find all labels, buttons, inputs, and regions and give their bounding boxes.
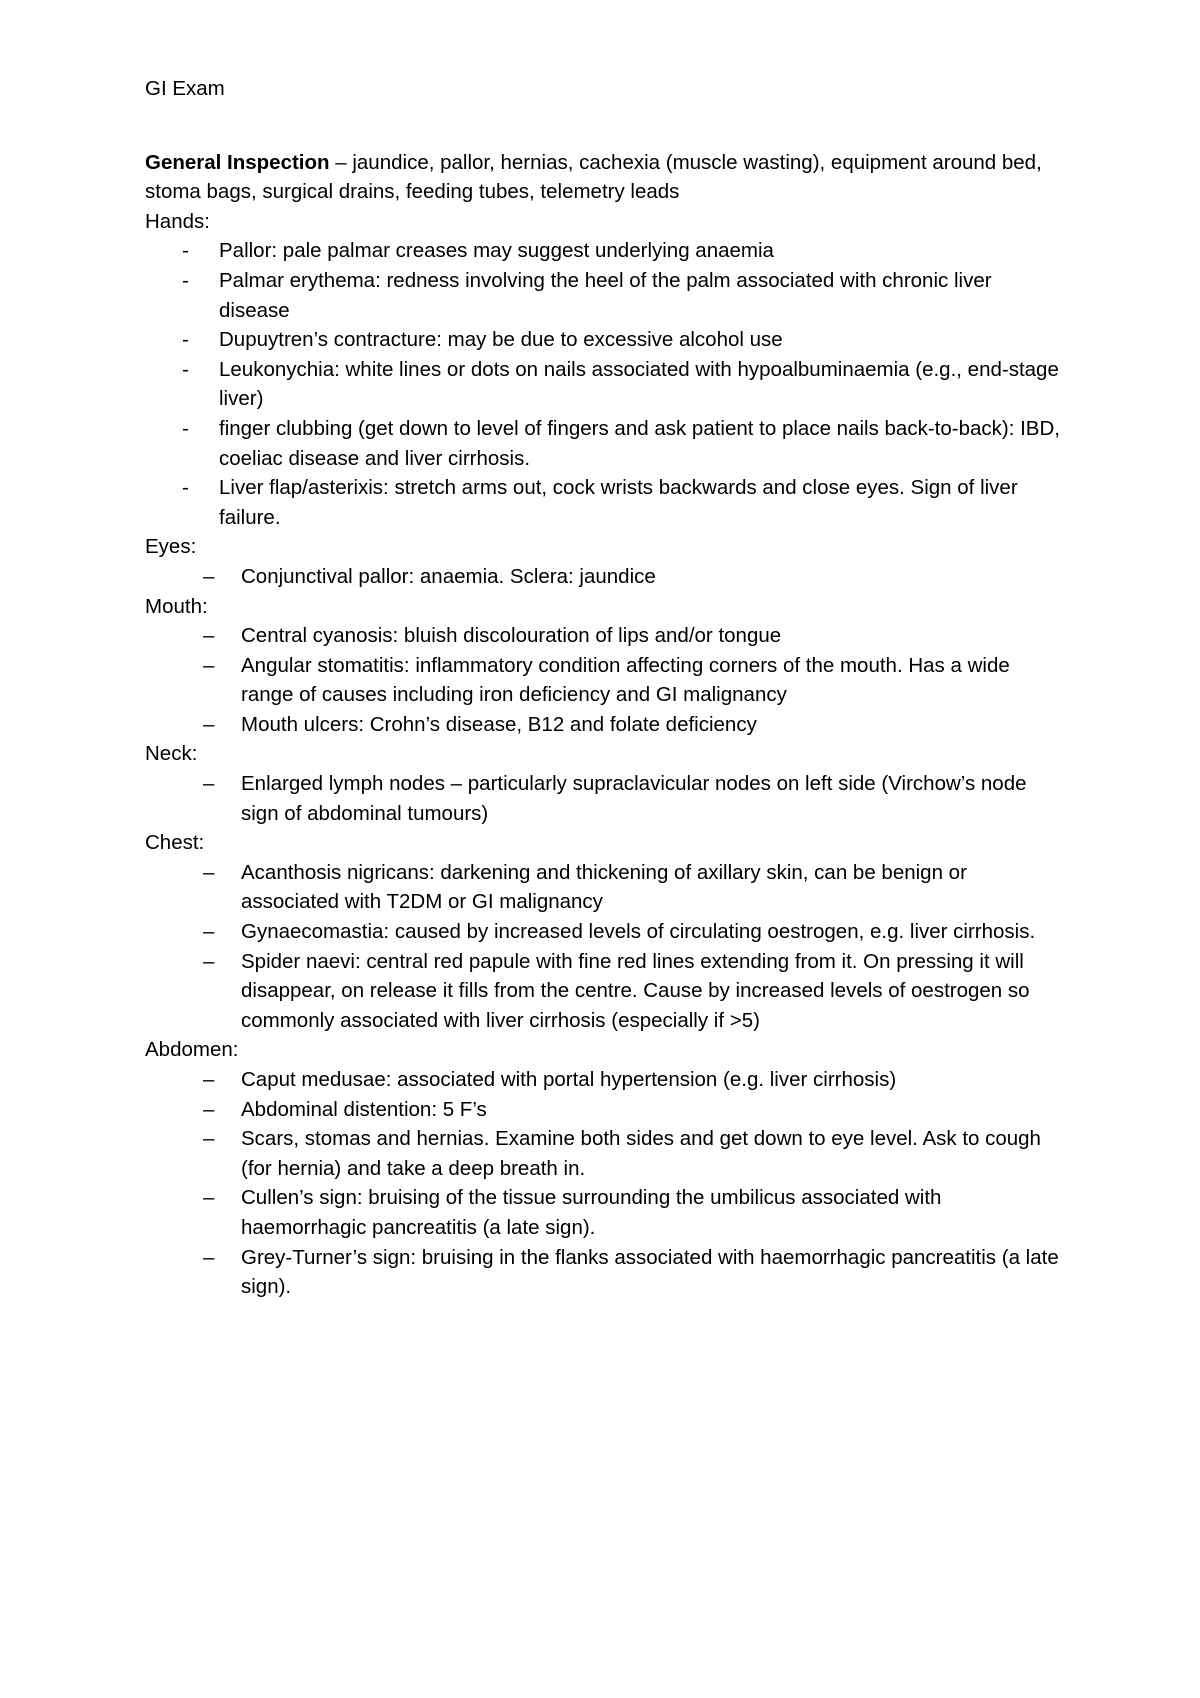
hands-list-item: [145, 236, 1060, 266]
general-inspection-text: – jaundice, pallor, hernias, cachexia (muscle wasting), equipment around bed, stoma bags, surgical drains, feeding tubes, telemetry leads: [145, 150, 1042, 204]
hands-list-item: [145, 355, 1060, 414]
neck-list: [145, 769, 1060, 828]
bullet-marker: –: [203, 949, 215, 973]
abdomen-item-text: Grey-Turner’s sign: bruising in the flanks associated with haemorrhagic pancreatitis (a late sign).: [241, 1245, 1059, 1299]
abdomen-list: [145, 1065, 1060, 1302]
abdomen-item-text: Abdominal distention: 5 F’s: [241, 1097, 487, 1121]
abdomen-list-item: [145, 1243, 1060, 1302]
abdomen-item-text: Scars, stomas and hernias. Examine both sides and get down to eye level. Ask to cough (for hernia) and take a deep breath in.: [241, 1127, 1041, 1180]
chest-item-text: Spider naevi: central red papule with fine red lines extending from it. On pressing it will disappear, on release it fills from the centre. Cause by increased levels of oestrogen so commonly associated with liver cirrhosis (especially if >5): [241, 949, 1030, 1032]
bullet-marker: –: [203, 653, 215, 677]
chest-list-item: [145, 947, 1060, 1036]
abdomen-list-item: [145, 1095, 1060, 1125]
mouth-list-item: [145, 621, 1060, 651]
chest-item-text: Acanthosis nigricans: darkening and thickening of axillary skin, can be benign or associated with T2DM or GI malignancy: [241, 860, 967, 914]
section-label-chest: Chest:: [145, 831, 205, 855]
hands-list-item: [145, 473, 1060, 532]
hands-item-text: Liver flap/asterixis: stretch arms out, cock wrists backwards and close eyes. Sign of liver failure.: [219, 476, 1018, 529]
neck-item-text: Enlarged lymph nodes – particularly supraclavicular nodes on left side (Virchow’s node sign of abdominal tumours): [241, 772, 1027, 825]
chest-list: [145, 858, 1060, 1036]
hands-item-text: Pallor: pale palmar creases may suggest underlying anaemia: [219, 239, 774, 263]
eyes-list-item: [145, 562, 1060, 592]
bullet-marker: -: [182, 268, 189, 292]
abdomen-list-item: [145, 1065, 1060, 1095]
chest-list-item: [145, 917, 1060, 947]
mouth-list-item: [145, 710, 1060, 740]
section-label-mouth: Mouth:: [145, 594, 208, 618]
bullet-marker: -: [182, 357, 189, 381]
eyes-list: [145, 562, 1060, 592]
mouth-item-text: Mouth ulcers: Crohn’s disease, B12 and folate deficiency: [241, 712, 757, 736]
hands-list-item: [145, 325, 1060, 355]
neck-list-item: [145, 769, 1060, 828]
abdomen-list-item: [145, 1124, 1060, 1183]
bullet-marker: -: [182, 476, 189, 500]
bullet-marker: –: [203, 712, 215, 736]
section-label-hands: Hands:: [145, 209, 210, 233]
general-inspection-paragraph: [145, 148, 1060, 207]
bullet-marker: –: [203, 1186, 215, 1210]
general-inspection-label: General Inspection: [145, 150, 330, 174]
mouth-list-item: [145, 651, 1060, 710]
hands-item-text: Leukonychia: white lines or dots on nails associated with hypoalbuminaemia (e.g., end-stage liver): [219, 357, 1059, 411]
bullet-marker: –: [203, 920, 215, 944]
hands-list-item: [145, 414, 1060, 473]
chest-item-text: Gynaecomastia: caused by increased levels of circulating oestrogen, e.g. liver cirrhosis.: [241, 920, 1036, 944]
bullet-marker: –: [203, 1245, 215, 1269]
hands-item-text: Palmar erythema: redness involving the heel of the palm associated with chronic liver disease: [219, 268, 992, 322]
bullet-marker: –: [203, 860, 215, 884]
bullet-marker: -: [182, 416, 189, 440]
hands-list: [145, 236, 1060, 532]
document-page: [145, 74, 1060, 1302]
bullet-marker: –: [203, 1068, 215, 1091]
hands-item-text: finger clubbing (get down to level of fingers and ask patient to place nails back-to-back): IBD, coeliac disease and liver cirrhosis.: [219, 416, 1060, 470]
bullet-marker: –: [203, 1097, 215, 1121]
abdomen-item-text: Caput medusae: associated with portal hypertension (e.g. liver cirrhosis): [241, 1068, 897, 1091]
abdomen-item-text: Cullen’s sign: bruising of the tissue surrounding the umbilicus associated with haemorrhagic pancreatitis (a late sign).: [241, 1186, 942, 1239]
bullet-marker: –: [203, 1127, 215, 1151]
bullet-marker: -: [182, 328, 189, 352]
section-label-eyes: Eyes:: [145, 535, 197, 559]
abdomen-list-item: [145, 1183, 1060, 1242]
document-title: GI Exam: [145, 77, 225, 100]
section-label-abdomen: Abdomen:: [145, 1038, 239, 1062]
hands-list-item: [145, 266, 1060, 325]
bullet-marker: –: [203, 772, 215, 796]
mouth-item-text: Central cyanosis: bluish discolouration of lips and/or tongue: [241, 624, 782, 648]
bullet-marker: –: [203, 564, 215, 588]
section-label-neck: Neck:: [145, 742, 198, 766]
mouth-list: [145, 621, 1060, 739]
hands-item-text: Dupuytren’s contracture: may be due to excessive alcohol use: [219, 328, 783, 352]
spacer: [145, 104, 1060, 148]
chest-list-item: [145, 858, 1060, 917]
bullet-marker: –: [203, 624, 215, 648]
bullet-marker: -: [182, 239, 189, 263]
mouth-item-text: Angular stomatitis: inflammatory condition affecting corners of the mouth. Has a wide range of causes including iron deficiency and GI malignancy: [241, 653, 1010, 707]
eyes-item-text: Conjunctival pallor: anaemia. Sclera: jaundice: [241, 564, 656, 588]
